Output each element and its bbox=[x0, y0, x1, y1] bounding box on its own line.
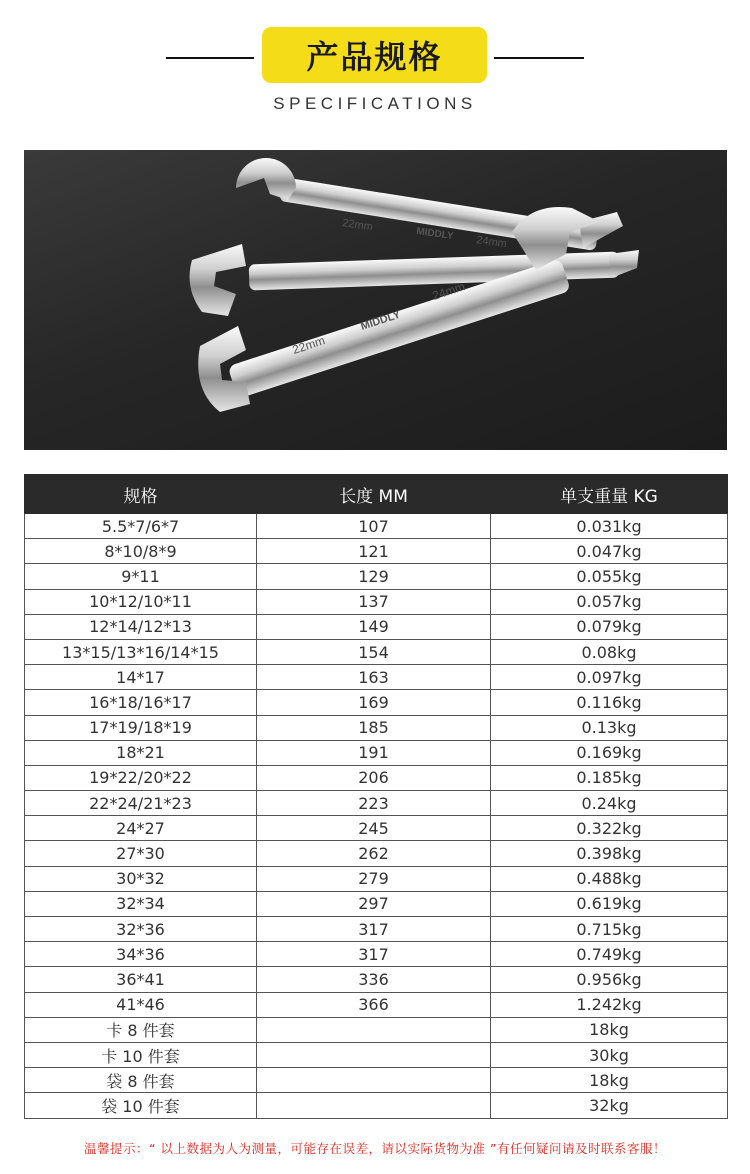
cell-weight: 0.116kg bbox=[491, 690, 728, 715]
cell-weight: 0.13kg bbox=[491, 715, 728, 740]
cell-spec: 16*18/16*17 bbox=[25, 690, 257, 715]
cell-weight: 0.169kg bbox=[491, 740, 728, 765]
cell-length: 297 bbox=[257, 891, 491, 916]
cell-length: 107 bbox=[257, 514, 491, 539]
cell-length: 245 bbox=[257, 816, 491, 841]
product-photo bbox=[24, 150, 727, 450]
cell-spec: 14*17 bbox=[25, 665, 257, 690]
marking-22mm-back: 22mm bbox=[341, 217, 374, 234]
cell-spec: 8*10/8*9 bbox=[25, 539, 257, 564]
cell-length: 137 bbox=[257, 589, 491, 614]
table-row bbox=[25, 816, 728, 841]
cell-spec: 12*14/12*13 bbox=[25, 614, 257, 639]
table-row bbox=[25, 1017, 728, 1042]
cell-weight: 0.956kg bbox=[491, 967, 728, 992]
cell-weight: 0.08kg bbox=[491, 639, 728, 664]
marking-24mm-back: 24mm bbox=[475, 234, 508, 251]
marking-22mm-front: 22mm bbox=[290, 333, 327, 357]
cell-length: 149 bbox=[257, 614, 491, 639]
cell-length: 279 bbox=[257, 866, 491, 891]
cell-weight: 0.749kg bbox=[491, 942, 728, 967]
marking-24mm-front: 24mm bbox=[430, 279, 467, 303]
cell-weight: 0.047kg bbox=[491, 539, 728, 564]
table-row bbox=[25, 740, 728, 765]
table-row bbox=[25, 967, 728, 992]
cell-length: 262 bbox=[257, 841, 491, 866]
notice-text: 温馨提示：“ 以上数据为人为测量，可能存在误差，请以实际货物为准 ”有任何疑问请及时联系客服！ bbox=[84, 1141, 666, 1156]
cell-spec: 9*11 bbox=[25, 564, 257, 589]
cell-length: 317 bbox=[257, 942, 491, 967]
cell-weight: 18kg bbox=[491, 1017, 728, 1042]
cell-length: 206 bbox=[257, 765, 491, 790]
cell-length: 336 bbox=[257, 967, 491, 992]
cell-spec: 18*21 bbox=[25, 740, 257, 765]
column-header-weight: 单支重量 KG bbox=[491, 475, 728, 514]
cell-spec: 卡 8 件套 bbox=[25, 1017, 257, 1042]
header-rule-left bbox=[166, 57, 254, 59]
cell-length: 121 bbox=[257, 539, 491, 564]
cell-spec: 24*27 bbox=[25, 816, 257, 841]
cell-spec: 36*41 bbox=[25, 967, 257, 992]
marking-brand-back: MIDDLY bbox=[415, 226, 455, 243]
wrench-front bbox=[198, 207, 600, 412]
cell-length bbox=[257, 1017, 491, 1042]
cell-weight: 0.715kg bbox=[491, 917, 728, 942]
cell-length: 223 bbox=[257, 791, 491, 816]
cell-spec: 32*34 bbox=[25, 891, 257, 916]
table-row bbox=[25, 942, 728, 967]
table-row bbox=[25, 841, 728, 866]
cell-weight: 0.322kg bbox=[491, 816, 728, 841]
table-row bbox=[25, 1068, 728, 1093]
cell-length: 154 bbox=[257, 639, 491, 664]
cell-weight: 30kg bbox=[491, 1042, 728, 1067]
table-row bbox=[25, 1093, 728, 1118]
table-header-row bbox=[25, 475, 728, 514]
wrenches-illustration bbox=[24, 150, 727, 450]
section-title: 产品规格 bbox=[262, 27, 487, 83]
spec-table bbox=[24, 474, 728, 1119]
cell-length bbox=[257, 1042, 491, 1067]
cell-weight: 32kg bbox=[491, 1093, 728, 1118]
table-row bbox=[25, 866, 728, 891]
cell-spec: 41*46 bbox=[25, 992, 257, 1017]
cell-spec: 袋 8 件套 bbox=[25, 1068, 257, 1093]
cell-weight: 1.242kg bbox=[491, 992, 728, 1017]
cell-weight: 0.097kg bbox=[491, 665, 728, 690]
cell-spec: 27*30 bbox=[25, 841, 257, 866]
cell-weight: 0.055kg bbox=[491, 564, 728, 589]
cell-spec: 17*19/18*19 bbox=[25, 715, 257, 740]
cell-spec: 30*32 bbox=[25, 866, 257, 891]
table-row bbox=[25, 917, 728, 942]
section-header bbox=[0, 27, 750, 87]
cell-spec: 32*36 bbox=[25, 917, 257, 942]
table-row bbox=[25, 891, 728, 916]
marking-brand-front: MIDDLY bbox=[359, 308, 403, 333]
cell-weight: 18kg bbox=[491, 1068, 728, 1093]
table-row bbox=[25, 992, 728, 1017]
cell-spec: 19*22/20*22 bbox=[25, 765, 257, 790]
header-rule-right bbox=[494, 57, 584, 59]
cell-weight: 0.057kg bbox=[491, 589, 728, 614]
wrench-middle bbox=[190, 244, 639, 316]
cell-length: 191 bbox=[257, 740, 491, 765]
cell-spec: 34*36 bbox=[25, 942, 257, 967]
cell-weight: 0.398kg bbox=[491, 841, 728, 866]
cell-length bbox=[257, 1068, 491, 1093]
table-row bbox=[25, 1042, 728, 1067]
cell-spec: 10*12/10*11 bbox=[25, 589, 257, 614]
cell-length bbox=[257, 1093, 491, 1118]
table-body bbox=[25, 514, 728, 1119]
table-row bbox=[25, 690, 728, 715]
cell-spec: 5.5*7/6*7 bbox=[25, 514, 257, 539]
table-row bbox=[25, 791, 728, 816]
table-row bbox=[25, 514, 728, 539]
cell-weight: 0.031kg bbox=[491, 514, 728, 539]
cell-spec: 22*24/21*23 bbox=[25, 791, 257, 816]
cell-weight: 0.185kg bbox=[491, 765, 728, 790]
cell-weight: 0.079kg bbox=[491, 614, 728, 639]
cell-weight: 0.619kg bbox=[491, 891, 728, 916]
column-header-length: 长度 MM bbox=[257, 475, 491, 514]
table-row bbox=[25, 614, 728, 639]
cell-length: 185 bbox=[257, 715, 491, 740]
cell-length: 169 bbox=[257, 690, 491, 715]
cell-spec: 13*15/13*16/14*15 bbox=[25, 639, 257, 664]
cell-length: 129 bbox=[257, 564, 491, 589]
cell-length: 317 bbox=[257, 917, 491, 942]
cell-spec: 袋 10 件套 bbox=[25, 1093, 257, 1118]
table-row bbox=[25, 639, 728, 664]
table-row bbox=[25, 765, 728, 790]
table-row bbox=[25, 715, 728, 740]
cell-length: 163 bbox=[257, 665, 491, 690]
table-row bbox=[25, 539, 728, 564]
column-header-spec: 规格 bbox=[25, 475, 257, 514]
table-row bbox=[25, 564, 728, 589]
cell-length: 366 bbox=[257, 992, 491, 1017]
table-row bbox=[25, 665, 728, 690]
cell-weight: 0.24kg bbox=[491, 791, 728, 816]
table-row bbox=[25, 589, 728, 614]
cell-weight: 0.488kg bbox=[491, 866, 728, 891]
cell-spec: 卡 10 件套 bbox=[25, 1042, 257, 1067]
section-subtitle: SPECIFICATIONS bbox=[273, 94, 477, 113]
